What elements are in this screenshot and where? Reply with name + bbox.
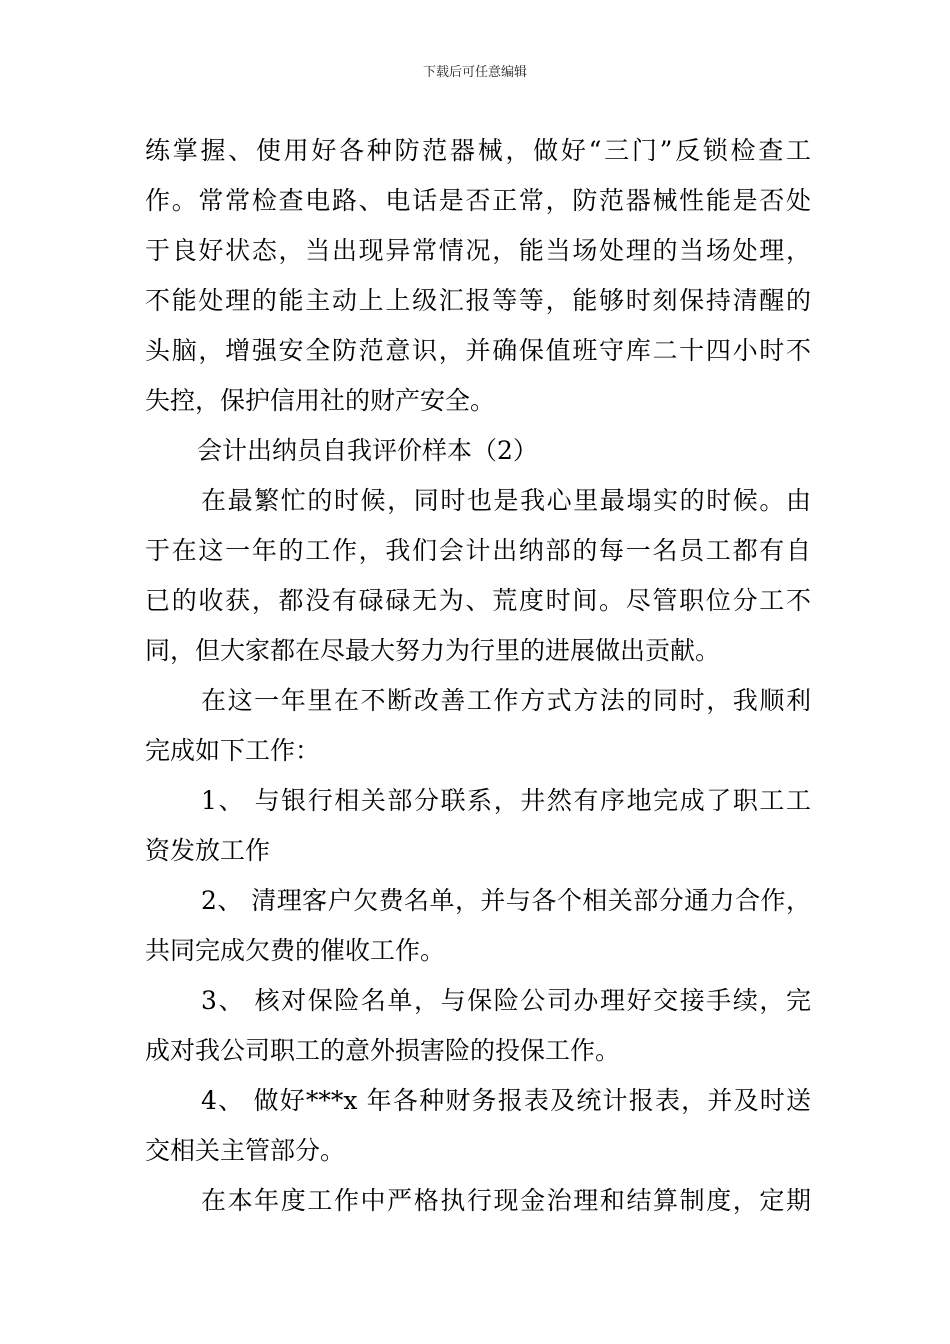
text-line: 完成如下工作：: [145, 736, 321, 765]
section-title-text: 会计出纳员自我评价样本（2）: [197, 436, 538, 465]
text-line: 已的收获，都没有碌碌无为、荒度时间。尽管职位分工不: [145, 586, 811, 615]
text-line: 在最繁忙的时候，同时也是我心里最塌实的时候。由: [201, 486, 811, 515]
text-line: 4、 做好***x 年各种财务报表及统计报表，并及时送: [201, 1086, 811, 1115]
text-line: 在这一年里在不断改善工作方式方法的同时，我顺利: [201, 686, 811, 715]
text-line: 头脑，增强安全防范意识，并确保值班守库二十四小时不: [145, 336, 811, 365]
text-line: 2、 清理客户欠费名单，并与各个相关部分通力合作，: [201, 886, 811, 915]
text-line: 同，但大家都在尽最大努力为行里的进展做出贡献。: [145, 636, 721, 665]
list-item-2: [145, 876, 811, 976]
list-item-4: [145, 1076, 811, 1176]
paragraph-work-summary: [145, 676, 811, 776]
list-item-3: [145, 976, 811, 1076]
text-line: 交相关主管部分。: [145, 1136, 346, 1165]
page-header: 下载后可任意编辑: [422, 65, 527, 80]
text-line: 共同完成欠费的催收工作。: [145, 936, 446, 965]
list-item-1: [145, 776, 811, 876]
section-title: [145, 426, 811, 476]
paragraph-cash-management: [145, 1176, 811, 1226]
paragraph-security-duties: [145, 126, 811, 426]
text-line: 练掌握、使用好各种防范器械，做好“三门”反锁检查工: [145, 136, 811, 165]
text-line: 3、 核对保险名单，与保险公司办理好交接手续，完: [201, 986, 811, 1015]
text-line: 作。常常检查电路、电话是否正常，防范器械性能是否处: [145, 186, 811, 215]
text-line: 失控，保护信用社的财产安全。: [145, 386, 496, 415]
text-line: 不能处理的能主动上上级汇报等等，能够时刻保持清醒的: [145, 286, 811, 315]
document-body: [145, 126, 811, 1226]
text-line: 于良好状态，当出现异常情况，能当场处理的当场处理，: [145, 236, 811, 265]
text-line: 在本年度工作中严格执行现金治理和结算制度，定期: [201, 1186, 811, 1215]
text-line: 于在这一年的工作，我们会计出纳部的每一名员工都有自: [145, 536, 811, 565]
text-line: 资发放工作: [145, 836, 271, 865]
text-line: 1、 与银行相关部分联系，井然有序地完成了职工工: [201, 786, 811, 815]
text-line: 成对我公司职工的意外损害险的投保工作。: [145, 1036, 621, 1065]
paragraph-intro: [145, 476, 811, 676]
